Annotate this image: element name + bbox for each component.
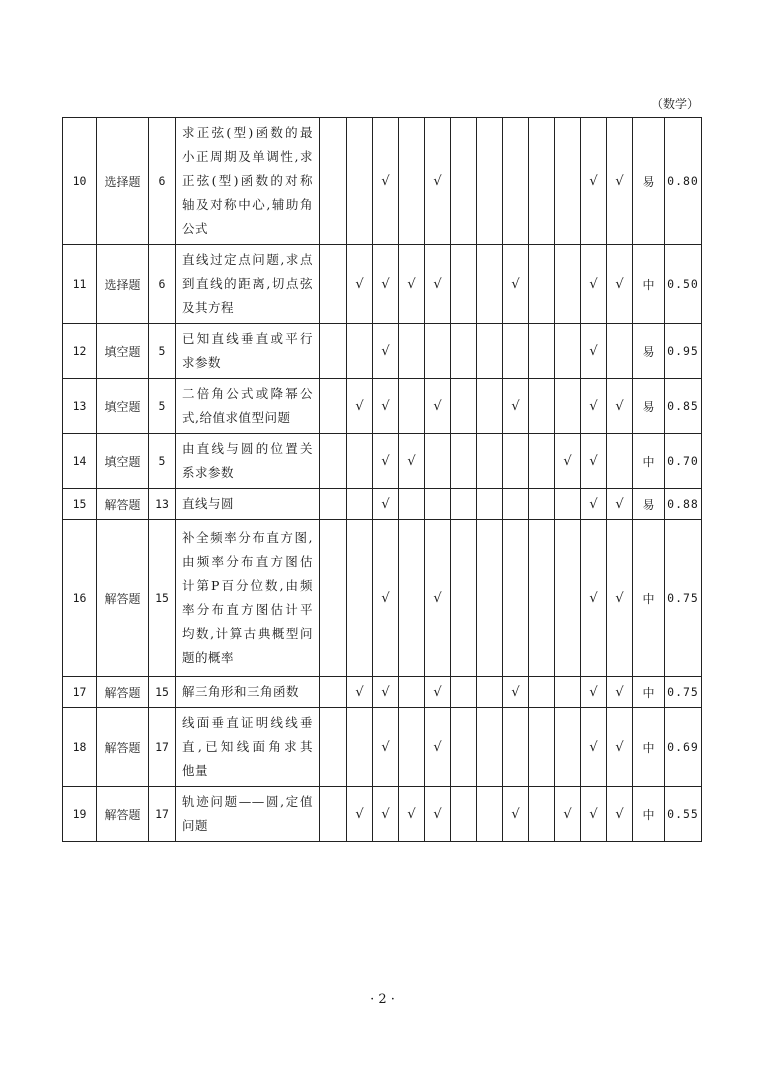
difficulty-level: 中 <box>633 708 665 787</box>
ability-check-cell <box>399 324 425 379</box>
ability-check-cell <box>503 118 529 245</box>
ability-check-cell: √ <box>347 787 373 842</box>
ability-check-cell: √ <box>373 677 399 708</box>
ability-check-cell <box>451 379 477 434</box>
question-score: 6 <box>149 245 176 324</box>
ability-check-cell <box>347 324 373 379</box>
ability-check-cell: √ <box>347 677 373 708</box>
ability-check-cell: √ <box>581 324 607 379</box>
content-line: 解三角形和三角函数 <box>182 684 300 699</box>
question-type: 选择题 <box>97 118 149 245</box>
content-line: 轴及对称中心,辅助角 <box>182 197 313 212</box>
expected-rate: 0.85 <box>665 379 702 434</box>
question-score: 5 <box>149 379 176 434</box>
ability-check-cell: √ <box>607 708 633 787</box>
ability-check-cell <box>347 520 373 677</box>
ability-check-cell <box>320 434 347 489</box>
question-number: 10 <box>63 118 97 245</box>
ability-check-cell <box>399 708 425 787</box>
content-line: 二倍角公式或降幂公 <box>182 386 313 401</box>
ability-check-cell <box>555 520 581 677</box>
ability-check-cell: √ <box>607 677 633 708</box>
ability-check-cell <box>399 489 425 520</box>
ability-check-cell <box>451 708 477 787</box>
knowledge-content <box>176 787 320 842</box>
content-line: 求参数 <box>182 355 222 370</box>
ability-check-cell <box>320 245 347 324</box>
expected-rate: 0.88 <box>665 489 702 520</box>
content-line: 正弦(型)函数的对称 <box>182 173 313 188</box>
ability-check-cell: √ <box>581 118 607 245</box>
question-type: 填空题 <box>97 434 149 489</box>
question-number: 11 <box>63 245 97 324</box>
content-line: 式,给值求值型问题 <box>182 410 291 425</box>
expected-rate: 0.75 <box>665 677 702 708</box>
ability-check-cell <box>320 489 347 520</box>
ability-check-cell: √ <box>347 379 373 434</box>
ability-check-cell: √ <box>373 324 399 379</box>
question-number: 14 <box>63 434 97 489</box>
ability-check-cell <box>503 489 529 520</box>
ability-check-cell <box>399 118 425 245</box>
table-row <box>63 379 702 434</box>
ability-check-cell: √ <box>581 520 607 677</box>
ability-check-cell: √ <box>503 245 529 324</box>
content-line: 及其方程 <box>182 300 235 315</box>
ability-check-cell: √ <box>399 787 425 842</box>
content-line: 补全频率分布直方图, <box>182 530 313 545</box>
ability-check-cell: √ <box>425 787 451 842</box>
content-line: 他量 <box>182 763 209 778</box>
question-number: 15 <box>63 489 97 520</box>
ability-check-cell <box>529 520 555 677</box>
ability-check-cell <box>529 118 555 245</box>
ability-check-cell <box>529 489 555 520</box>
ability-check-cell: √ <box>581 245 607 324</box>
content-line: 直,已知线面角求其 <box>182 739 313 754</box>
ability-check-cell <box>555 489 581 520</box>
ability-check-cell: √ <box>607 245 633 324</box>
ability-check-cell <box>529 708 555 787</box>
ability-check-cell <box>529 245 555 324</box>
ability-check-cell <box>320 677 347 708</box>
question-score: 17 <box>149 708 176 787</box>
ability-check-cell <box>529 379 555 434</box>
question-score: 15 <box>149 677 176 708</box>
expected-rate: 0.55 <box>665 787 702 842</box>
ability-check-cell <box>607 434 633 489</box>
ability-check-cell: √ <box>373 708 399 787</box>
ability-check-cell <box>320 324 347 379</box>
difficulty-level: 易 <box>633 489 665 520</box>
ability-check-cell: √ <box>373 434 399 489</box>
ability-check-cell <box>320 379 347 434</box>
content-line: 问题 <box>182 818 209 833</box>
knowledge-content <box>176 379 320 434</box>
ability-check-cell <box>451 787 477 842</box>
content-line: 率分布直方图估计平 <box>182 602 313 617</box>
ability-check-cell <box>555 677 581 708</box>
ability-check-cell <box>607 324 633 379</box>
ability-check-cell: √ <box>581 708 607 787</box>
table-row <box>63 677 702 708</box>
difficulty-level: 中 <box>633 245 665 324</box>
expected-rate: 0.95 <box>665 324 702 379</box>
ability-check-cell: √ <box>425 677 451 708</box>
ability-check-cell <box>555 708 581 787</box>
ability-check-cell <box>451 489 477 520</box>
ability-check-cell <box>477 245 503 324</box>
table-row <box>63 434 702 489</box>
ability-check-cell <box>529 787 555 842</box>
difficulty-level: 中 <box>633 787 665 842</box>
expected-rate: 0.80 <box>665 118 702 245</box>
question-number: 13 <box>63 379 97 434</box>
ability-check-cell: √ <box>555 434 581 489</box>
difficulty-level: 易 <box>633 324 665 379</box>
ability-check-cell <box>529 434 555 489</box>
content-line: 均数,计算古典概型问 <box>182 626 313 641</box>
ability-check-cell: √ <box>581 787 607 842</box>
question-type: 解答题 <box>97 708 149 787</box>
ability-check-cell <box>451 434 477 489</box>
ability-check-cell: √ <box>373 787 399 842</box>
ability-check-cell: √ <box>399 434 425 489</box>
question-number: 18 <box>63 708 97 787</box>
ability-check-cell <box>529 324 555 379</box>
ability-check-cell: √ <box>425 379 451 434</box>
question-score: 5 <box>149 434 176 489</box>
table-row <box>63 520 702 677</box>
content-line: 系求参数 <box>182 465 235 480</box>
ability-check-cell: √ <box>607 489 633 520</box>
ability-check-cell: √ <box>581 379 607 434</box>
question-type: 解答题 <box>97 677 149 708</box>
ability-check-cell <box>477 118 503 245</box>
difficulty-level: 易 <box>633 118 665 245</box>
ability-check-cell: √ <box>581 677 607 708</box>
ability-check-cell: √ <box>373 245 399 324</box>
ability-check-cell <box>503 324 529 379</box>
knowledge-content <box>176 324 320 379</box>
content-line: 计第P百分位数,由频 <box>182 578 313 593</box>
table-row <box>63 324 702 379</box>
ability-check-cell <box>399 379 425 434</box>
question-number: 16 <box>63 520 97 677</box>
ability-check-cell <box>555 324 581 379</box>
question-score: 13 <box>149 489 176 520</box>
content-line: 由直线与圆的位置关 <box>182 441 313 456</box>
ability-check-cell <box>451 324 477 379</box>
ability-check-cell: √ <box>503 677 529 708</box>
ability-check-cell <box>347 708 373 787</box>
table-row <box>63 118 702 245</box>
ability-check-cell <box>425 434 451 489</box>
ability-check-cell: √ <box>581 434 607 489</box>
difficulty-level: 中 <box>633 434 665 489</box>
ability-check-cell: √ <box>425 520 451 677</box>
table-row <box>63 489 702 520</box>
content-line: 直线过定点问题,求点 <box>182 252 313 267</box>
ability-check-cell <box>477 677 503 708</box>
knowledge-content <box>176 677 320 708</box>
ability-check-cell: √ <box>607 520 633 677</box>
ability-check-cell <box>477 434 503 489</box>
question-type: 解答题 <box>97 787 149 842</box>
ability-check-cell <box>477 324 503 379</box>
content-line: 求正弦(型)函数的最 <box>182 125 313 140</box>
ability-check-cell <box>451 520 477 677</box>
ability-check-cell: √ <box>347 245 373 324</box>
content-line: 公式 <box>182 221 209 236</box>
ability-check-cell: √ <box>607 787 633 842</box>
expected-rate: 0.50 <box>665 245 702 324</box>
ability-check-cell <box>451 677 477 708</box>
question-type: 填空题 <box>97 324 149 379</box>
difficulty-level: 易 <box>633 379 665 434</box>
ability-check-cell: √ <box>399 245 425 324</box>
table-row <box>63 708 702 787</box>
question-number: 12 <box>63 324 97 379</box>
ability-check-cell <box>477 787 503 842</box>
ability-check-cell <box>320 520 347 677</box>
ability-check-cell <box>320 118 347 245</box>
content-line: 题的概率 <box>182 650 235 665</box>
question-type: 解答题 <box>97 489 149 520</box>
ability-check-cell <box>425 489 451 520</box>
ability-check-cell <box>425 324 451 379</box>
ability-check-cell: √ <box>425 708 451 787</box>
ability-check-cell: √ <box>555 787 581 842</box>
ability-check-cell: √ <box>503 379 529 434</box>
content-line: 已知直线垂直或平行 <box>182 331 313 346</box>
ability-check-cell: √ <box>425 245 451 324</box>
knowledge-content <box>176 434 320 489</box>
content-line: 直线与圆 <box>182 496 235 511</box>
content-line: 轨迹问题——圆,定值 <box>182 794 313 809</box>
knowledge-content <box>176 245 320 324</box>
ability-check-cell <box>477 379 503 434</box>
ability-check-cell <box>555 245 581 324</box>
ability-check-cell: √ <box>373 489 399 520</box>
question-score: 17 <box>149 787 176 842</box>
ability-check-cell <box>477 708 503 787</box>
question-score: 15 <box>149 520 176 677</box>
ability-check-cell: √ <box>607 118 633 245</box>
ability-check-cell: √ <box>373 118 399 245</box>
difficulty-level: 中 <box>633 520 665 677</box>
question-number: 17 <box>63 677 97 708</box>
ability-check-cell <box>399 677 425 708</box>
expected-rate: 0.75 <box>665 520 702 677</box>
question-type: 选择题 <box>97 245 149 324</box>
knowledge-content <box>176 118 320 245</box>
content-line: 小正周期及单调性,求 <box>182 149 313 164</box>
ability-check-cell <box>503 708 529 787</box>
expected-rate: 0.69 <box>665 708 702 787</box>
question-type: 解答题 <box>97 520 149 677</box>
page-number: · 2 · <box>370 992 395 1007</box>
ability-check-cell <box>451 118 477 245</box>
knowledge-content <box>176 520 320 677</box>
table-row <box>63 245 702 324</box>
ability-check-cell: √ <box>373 379 399 434</box>
subject-label: （数学） <box>650 97 699 111</box>
content-line: 由频率分布直方图估 <box>182 554 313 569</box>
content-line: 到直线的距离,切点弦 <box>182 276 313 291</box>
question-type: 填空题 <box>97 379 149 434</box>
ability-check-cell: √ <box>581 489 607 520</box>
ability-check-cell: √ <box>503 787 529 842</box>
ability-check-cell: √ <box>425 118 451 245</box>
table-body <box>63 118 702 842</box>
knowledge-content <box>176 489 320 520</box>
ability-check-cell <box>555 379 581 434</box>
ability-check-cell: √ <box>607 379 633 434</box>
knowledge-content <box>176 708 320 787</box>
question-score: 6 <box>149 118 176 245</box>
ability-check-cell: √ <box>373 520 399 677</box>
ability-check-cell <box>320 787 347 842</box>
question-score: 5 <box>149 324 176 379</box>
ability-check-cell <box>477 489 503 520</box>
expected-rate: 0.70 <box>665 434 702 489</box>
ability-check-cell <box>347 118 373 245</box>
ability-check-cell <box>477 520 503 677</box>
ability-check-cell <box>503 434 529 489</box>
difficulty-level: 中 <box>633 677 665 708</box>
ability-check-cell <box>347 434 373 489</box>
table-row <box>63 787 702 842</box>
ability-check-cell <box>555 118 581 245</box>
ability-check-cell <box>399 520 425 677</box>
exam-spec-table <box>62 117 702 842</box>
ability-check-cell <box>320 708 347 787</box>
ability-check-cell <box>451 245 477 324</box>
content-line: 线面垂直证明线线垂 <box>182 715 313 730</box>
ability-check-cell <box>347 489 373 520</box>
ability-check-cell <box>503 520 529 677</box>
ability-check-cell <box>529 677 555 708</box>
question-number: 19 <box>63 787 97 842</box>
